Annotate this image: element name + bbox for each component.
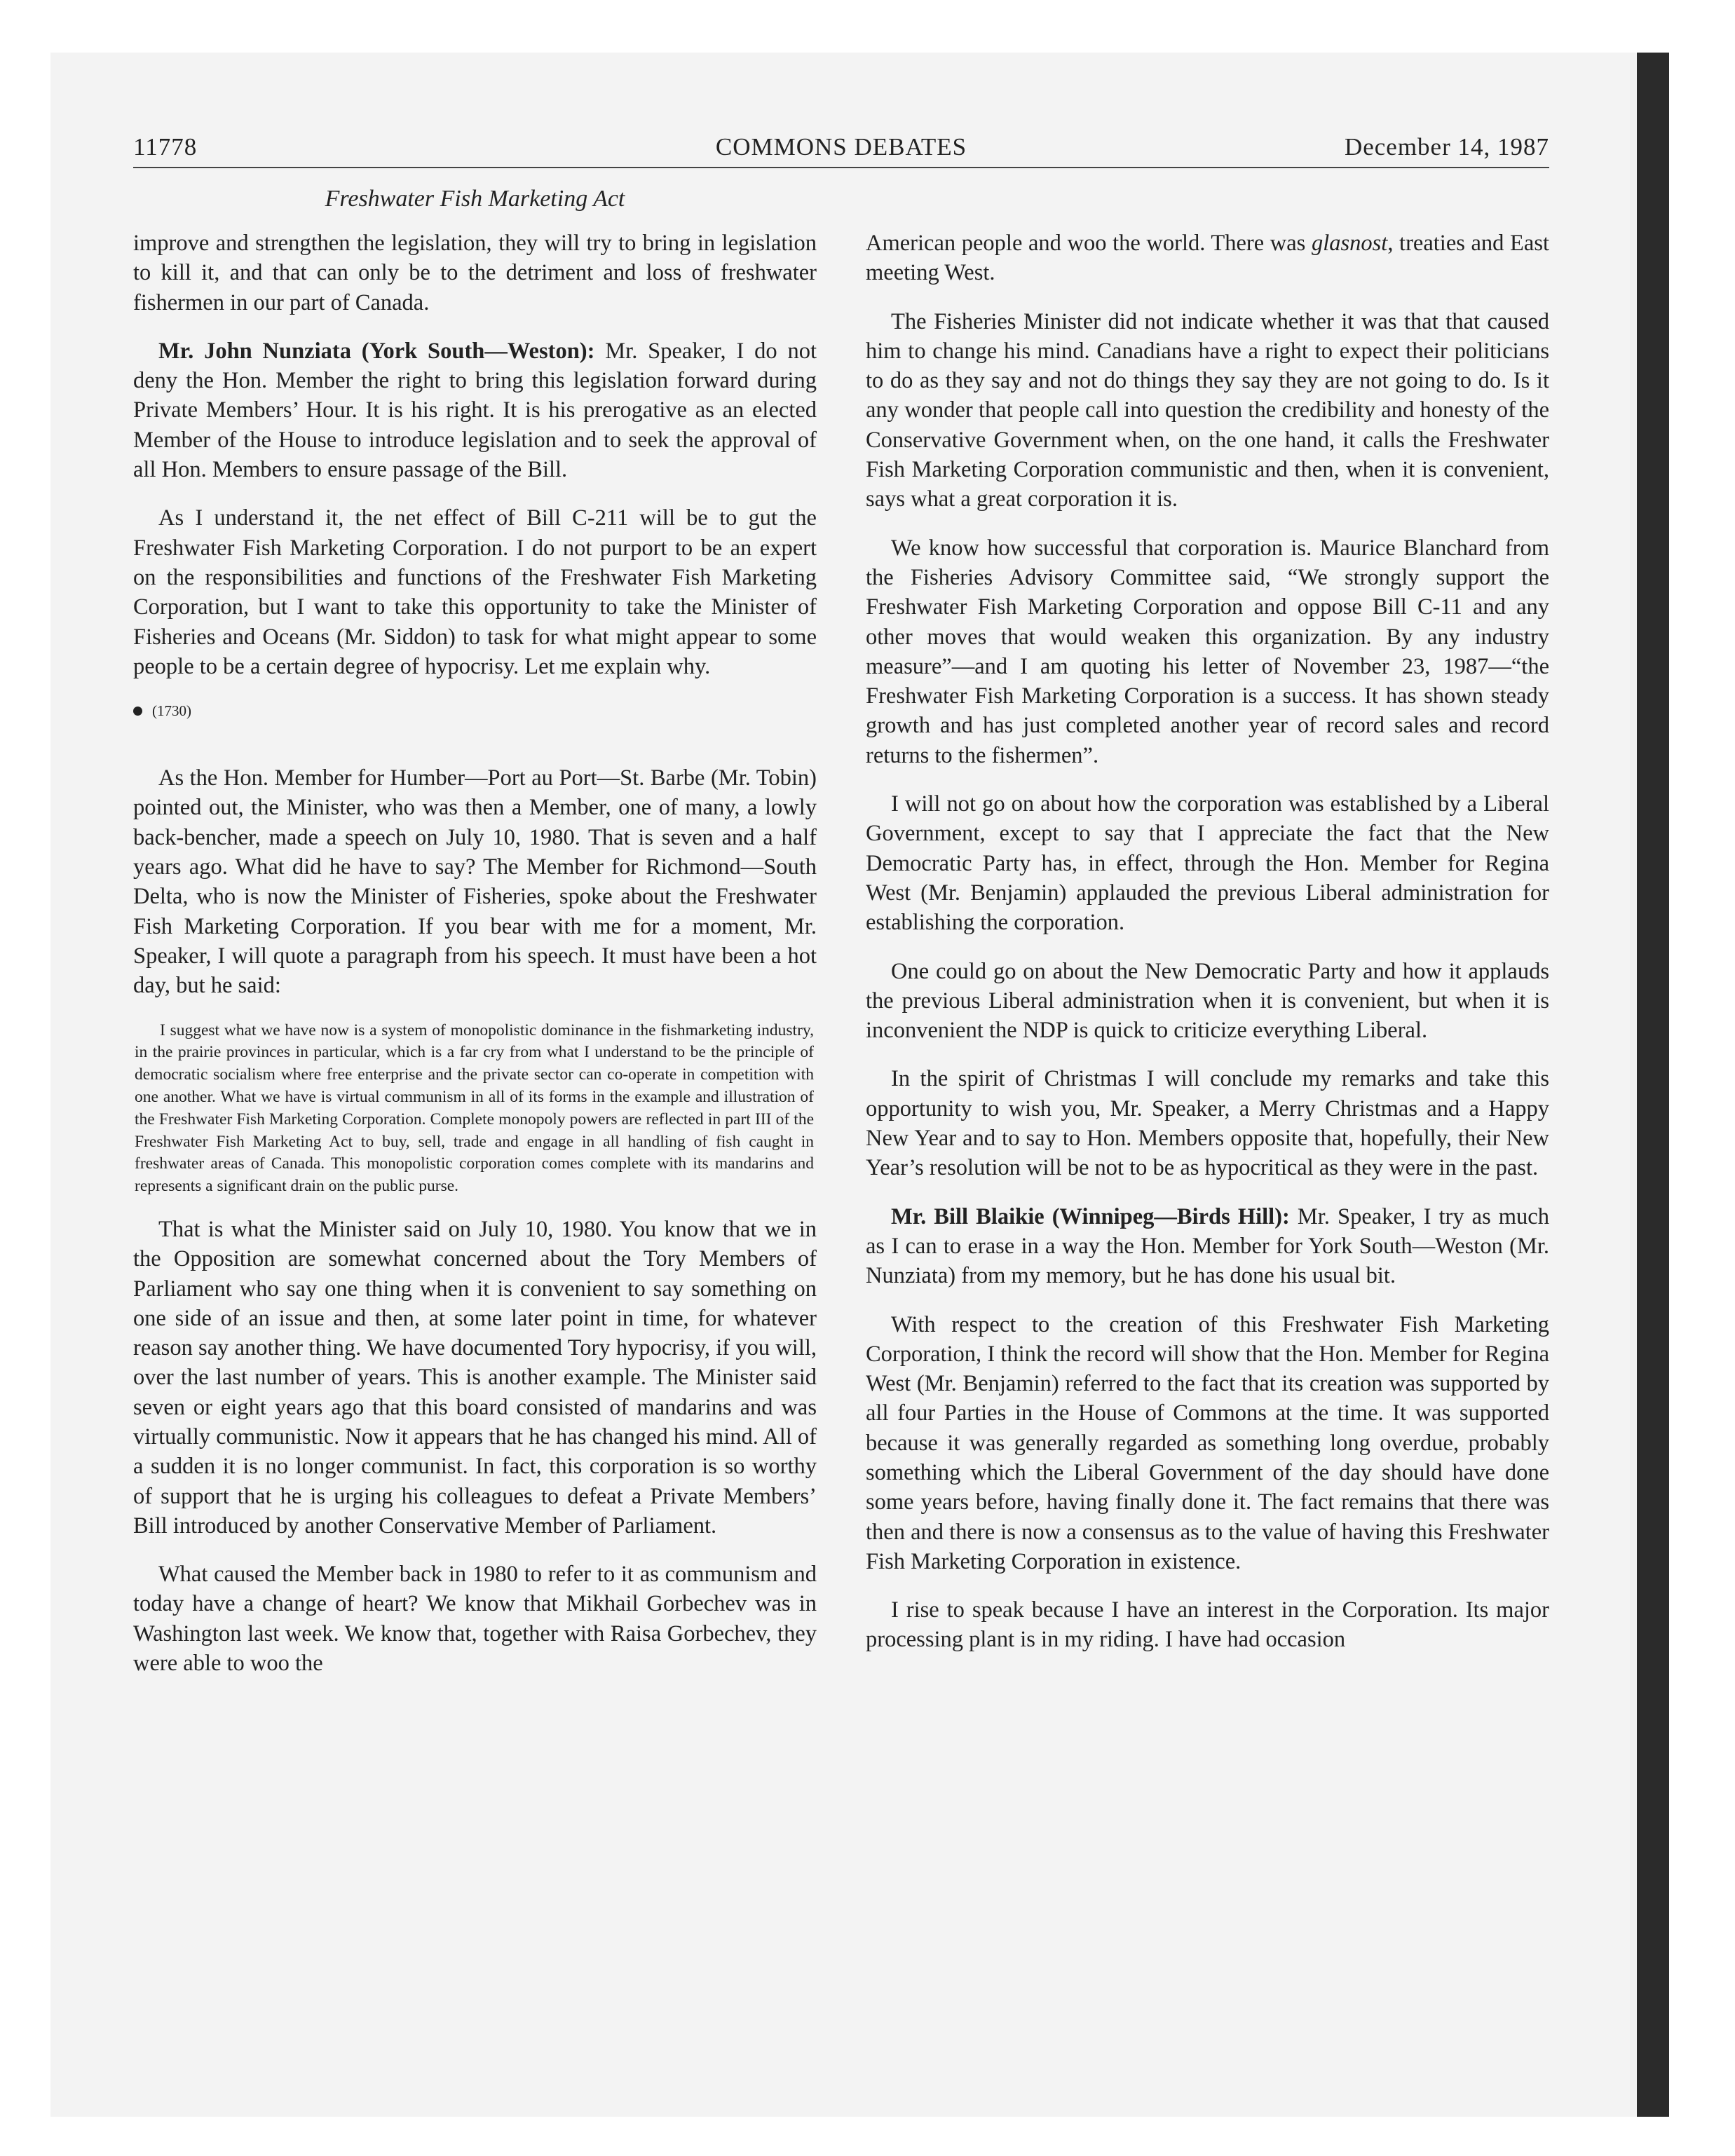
paragraph: What caused the Member back in 1980 to refer to it as communism and today have a change of heart? We know that Mikhail Gorbechev was in Washington last week. We know that, together with Raisa Gorbechev, they were able to woo the bbox=[133, 1562, 817, 1677]
text-run: , treaties and East meeting West. bbox=[866, 231, 1549, 286]
timestamp: (1730) bbox=[152, 702, 191, 720]
paragraph: I will not go on about how the corporation was established by a Liberal Government, except to say that I appreciate the fact that the New Democratic Party has, in effect, through the Hon. Member for Regina West (Mr. Benjamin) applauded the previous Liberal administration for establishing the corporation. bbox=[866, 791, 1549, 936]
paragraph bbox=[866, 228, 1549, 288]
header-date: December 14, 1987 bbox=[1344, 133, 1549, 161]
speaker-name: Mr. John Nunziata (York South—Weston): bbox=[158, 338, 595, 364]
page-header bbox=[133, 133, 1549, 168]
speaker-name: Mr. Bill Blaikie (Winnipeg—Birds Hill): bbox=[891, 1203, 1290, 1229]
speech-paragraph bbox=[866, 1202, 1549, 1291]
paragraph: I rise to speak because I have an interest in the Corporation. Its major processing plant is in my riding. I have had occasion bbox=[866, 1597, 1549, 1653]
italic-term: glasnost bbox=[1311, 231, 1388, 256]
left-column bbox=[133, 228, 817, 1697]
paragraph: With respect to the creation of this Freshwater Fish Marketing Corporation, I think the record will show that the Hon. Member for Regina West (Mr. Benjamin) referred to the fact that its creation was supported by all four Parties in the House of Commons at the time. It was supported because it was generally regarded as something long overdue, probably something which the Liberal Government of the day should have done some years before, having finally done it. The fact remains that there was then and there is now a consensus as to the value of having this Freshwater Fish Marketing Corporation in existence. bbox=[866, 1311, 1549, 1574]
publication-title: COMMONS DEBATES bbox=[715, 133, 967, 161]
speech-text: Mr. Speaker, I try as much as I can to erase in a way the Hon. Member for York South—Weston (Mr. Nunziata) from my memory, but he has done his usual bit. bbox=[866, 1203, 1549, 1289]
paragraph: improve and strengthen the legislation, they will try to bring in legislation to kill it, and that can only be to the detriment and loss of freshwater fishermen in our part of Canada. bbox=[133, 231, 817, 315]
right-column bbox=[866, 228, 1549, 1674]
page-number: 11778 bbox=[133, 133, 198, 161]
speech-text: Mr. Speaker, I do not deny the Hon. Member the right to bring this legislation forward during Private Members’ Hour. It is his right. It is his prerogative as an elected Member of the House to introduce legislation and to seek the approval of all Hon. Members to ensure passage of the Bill. bbox=[133, 338, 817, 483]
time-marker bbox=[133, 700, 817, 721]
paragraph: As I understand it, the net effect of Bill C-211 will be to gut the Freshwater Fish Marketing Corporation. I do not purport to be an expert on the responsibilities and functions of the Freshwater Fish Marketing Corporation, but I want to take this opportunity to take the Minister of Fisheries and Oceans (Mr. Siddon) to task for what might appear to some people to be a certain degree of hypocrisy. Let me explain why. bbox=[133, 505, 817, 679]
paragraph: The Fisheries Minister did not indicate whether it was that that caused him to change his mind. Canadians have a right to expect their politicians to do as they say and not do things they say they are not going to do. Is it any wonder that people call into question the credibility and honesty of the Conservative Government when, on the one hand, it calls the Freshwater Fish Marketing Corporation communistic and then, when it is convenient, says what a great corporation it is. bbox=[866, 308, 1549, 512]
section-subtitle: Freshwater Fish Marketing Act bbox=[325, 186, 625, 212]
speech-paragraph bbox=[133, 336, 817, 484]
text-run: American people and woo the world. There was bbox=[866, 231, 1312, 256]
paragraph: That is what the Minister said on July 10, 1980. You know that we in the Opposition are somewhat concerned about the Tory Members of Parliament who say one thing when it is convenient to say something on one side of an issue and then, at some later point in time, for whatever reason say another thing. We have documented Tory hypocrisy, if you will, over the last number of years. This is another example. The Minister said seven or eight years ago that this board consisted of mandarins and was virtually communistic. Now it appears that he has changed his mind. All of a sudden it is no longer communist. In fact, this corporation is so worthy of support that he is urging his colleagues to defeat a Private Members’ Bill introduced by another Conservative Member of Parliament. bbox=[133, 1216, 817, 1538]
paragraph: As the Hon. Member for Humber—Port au Port—St. Barbe (Mr. Tobin) pointed out, the Minister, who was then a Member, one of many, a lowly back-bencher, made a speech on July 10, 1980. That is seven and a half years ago. What did he have to say? The Member for Richmond—South Delta, who is now the Minister of Fisheries, spoke about the Freshwater Fish Marketing Corporation. If you bear with me for a moment, Mr. Speaker, I will quote a paragraph from his speech. It must have been a hot day, but he said: bbox=[133, 765, 817, 999]
scan-edge-bar bbox=[1637, 53, 1669, 2117]
paragraph: In the spirit of Christmas I will conclude my remarks and take this opportunity to wish you, Mr. Speaker, a Merry Christmas and a Happy New Year and to say to Hon. Members opposite that, hopefully, their New Year’s resolution will be not to be as hypocritical as they were in the past. bbox=[866, 1066, 1549, 1181]
paragraph: We know how successful that corporation is. Maurice Blanchard from the Fisheries Advisory Committee said, “We strongly support the Freshwater Fish Marketing Corporation and oppose Bill C-11 and any other moves that would weaken this organization. By any industry measure”—and I am quoting his letter of November 23, 1987—“the Freshwater Fish Marketing Corporation is a success. It has shown steady growth and has just completed another year of record sales and record returns to the fishermen”. bbox=[866, 535, 1549, 768]
bullet-icon bbox=[133, 707, 142, 716]
block-quote: I suggest what we have now is a system of monopolistic dominance in the fishmarketing industry, in the prairie provinces in particular, which is a far cry from what I understand to be the principle of democratic socialism where free enterprise and the private sector can co-operate in competition with one another. What we have is virtual communism in all of its forms in the example and illustration of the Freshwater Fish Marketing Corporation. Complete monopoly powers are reflected in part III of the Freshwater Fish Marketing Act to buy, sell, trade and engage in all handling of fish caught in freshwater areas of Canada. This monopolistic corporation comes complete with its mandarins and represents a significant drain on the public purse. bbox=[135, 1021, 814, 1196]
paragraph: One could go on about the New Democratic Party and how it applauds the previous Liberal administration when it is convenient, but when it is inconvenient the NDP is quick to criticize everything Liberal. bbox=[866, 958, 1549, 1044]
